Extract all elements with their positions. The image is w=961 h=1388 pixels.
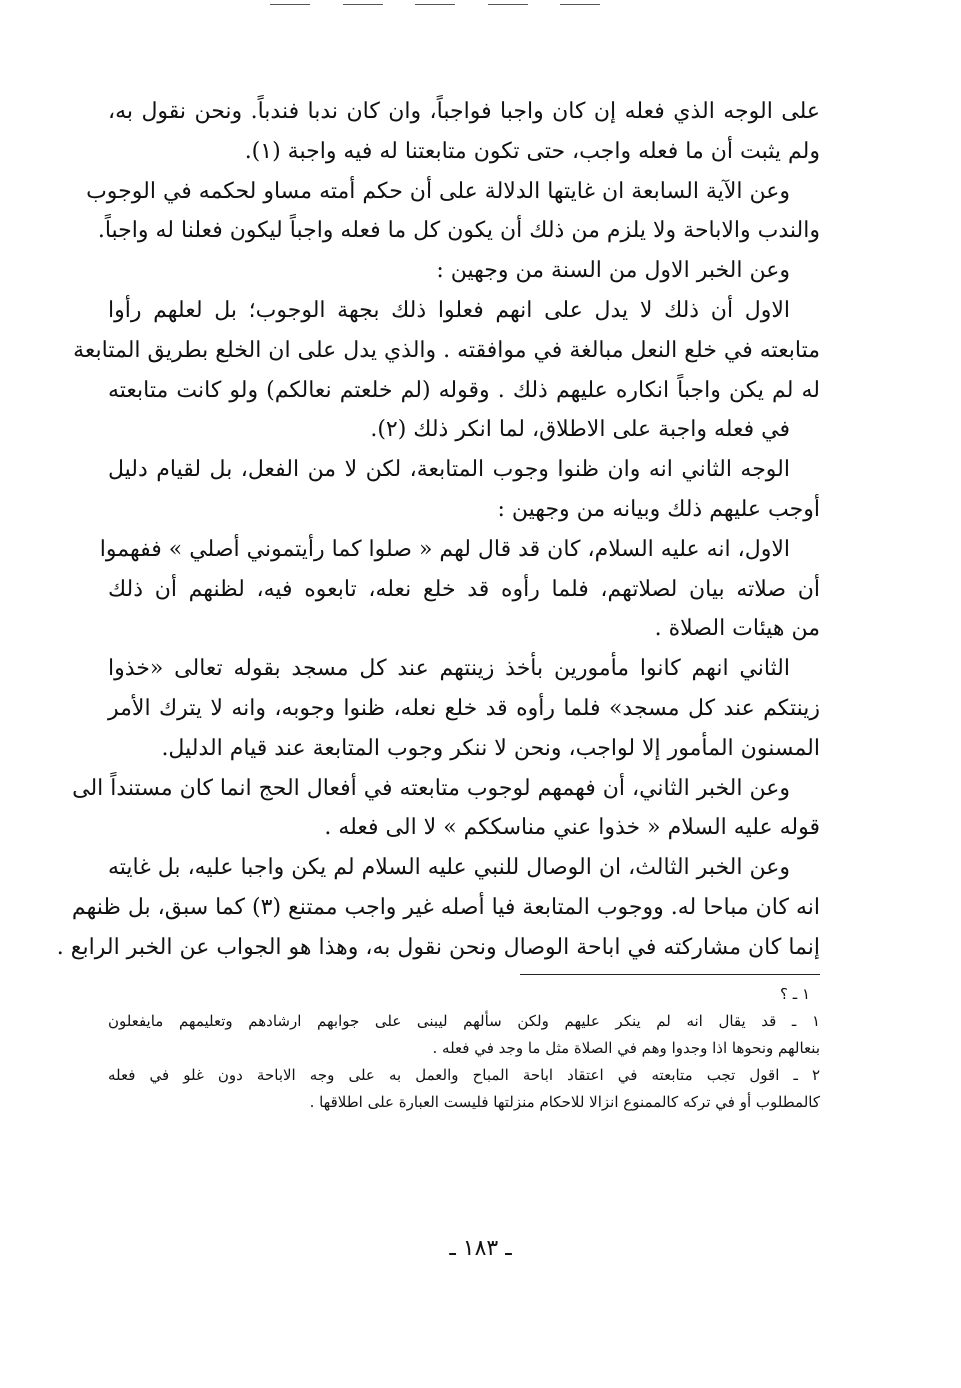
footnote-separator [108, 968, 820, 981]
text-line: له لم يكن واجباً انكاره عليهم ذلك . وقوله (لم خلعتم نعالكم) ولو كانت متابعته [108, 377, 820, 403]
text-line: زينتكم عند كل مسجد» فلما رأوه قد خلع نعله، ظنوا وجوبه، وانه لا يترك الأمر [108, 695, 820, 721]
edge-mark [415, 4, 455, 5]
text-line: وعن الآية السابعة ان غايتها الدلالة على أن حكم أمته مساو لحكمه في الوجوب [86, 178, 790, 204]
text-line: وعن الخبر الاول من السنة من وجهين : [436, 258, 790, 284]
text-line: في فعله واجبة على الاطلاق، لما انكر ذلك (٢). [370, 417, 790, 443]
text-line: أن صلاته بيان لصلاتهم، فلما رأوه قد خلع نعله، تابعوه فيه، لظنهم أن ذلك [108, 576, 820, 602]
footnote-line: ١ ـ قد يقال انه لم ينكر عليهم ولكن سألهم ليبنى على جوابهم ارشادهم وتعليمهم مايفعلون [108, 1011, 820, 1030]
text-line: والندب والاباحة ولا يلزم من ذلك أن يكون كل ما فعله واجباً ليكون فعلنا له واجباً. [97, 218, 820, 244]
text-line: الاول، انه عليه السلام، كان قد قال لهم « صلوا كما رأيتموني أصلي » ففهموا [99, 536, 790, 562]
text-line: انه كان مباحا له. ووجوب المتابعة فيا أصله غير واجب ممتنع (٣) كما سبق، بل ظنهم [71, 894, 820, 920]
edge-mark [270, 4, 310, 5]
text-line: متابعته في خلع النعل مبالغة في موافقته . والذي يدل على ان الخلع بطريق المتابعة [73, 337, 820, 363]
page-number: ـ ١٨٣ ـ [449, 1236, 512, 1261]
edge-mark [343, 4, 383, 5]
text-line: الوجه الثاني انه وان ظنوا وجوب المتابعة، لكن لا من الفعل، بل لقيام دليل [108, 457, 790, 483]
edge-mark [560, 4, 600, 5]
text-line: وعن الخبر الثالث، ان الوصال للنبي عليه السلام لم يكن واجبا عليه، بل غايته [108, 855, 790, 881]
text-line: وعن الخبر الثاني، أن فهمهم لوجوب متابعته في أفعال الحج انما كان مستنداً الى [72, 775, 790, 801]
text-line: أوجب عليهم ذلك وبيانه من وجهين : [497, 496, 820, 522]
footnote-marker: ١ ـ ؟ [780, 984, 810, 1003]
text-line: قوله عليه السلام « خذوا عني مناسككم » لا الى فعله . [324, 815, 820, 841]
text-line: المسنون المأمور إلا لواجب، ونحن لا ننكر وجوب المتابعة عند قيام الدليل. [161, 735, 820, 761]
top-edge-marks [270, 0, 600, 12]
footnote-line: كالمطلوب أو في تركه كالممنوع انزالا للاحكام منزلتها فليست العبارة على اطلاقها . [309, 1092, 820, 1111]
edge-mark [488, 4, 528, 5]
text-line: على الوجه الذي فعله إن كان واجبا فواجباً، وان كان ندبا فندباً. ونحن نقول به، [108, 99, 820, 124]
page-body [56, 92, 820, 1116]
footnote-line: ٢ ـ اقول تجب متابعته في اعتقاد اباحة المباح والعمل به على وجه الاباحة دون غلو في فعله [108, 1065, 820, 1084]
text-line: الاول أن ذلك لا يدل على انهم فعلوا ذلك بجهة الوجوب؛ بل لعلهم رأوا [108, 297, 790, 323]
footnote-line: بنعالهم ونحوها اذا وجدوا وهم في الصلاة مثل ما وجد في فعله . [432, 1038, 820, 1057]
text-line: الثاني انهم كانوا مأمورين بأخذ زينتهم عند كل مسجد بقوله تعالى «خذوا [108, 656, 790, 682]
text-line: إنما كان مشاركته في اباحة الوصال ونحن نقول به، وهذا هو الجواب عن الخبر الرابع . [56, 934, 820, 960]
text-line: ولم يثبت أن ما فعله واجب، حتى تكون متابعتنا له فيه واجبة (١). [244, 138, 820, 164]
text-line: من هيئات الصلاة . [654, 616, 820, 642]
footnote-rule [520, 974, 820, 975]
